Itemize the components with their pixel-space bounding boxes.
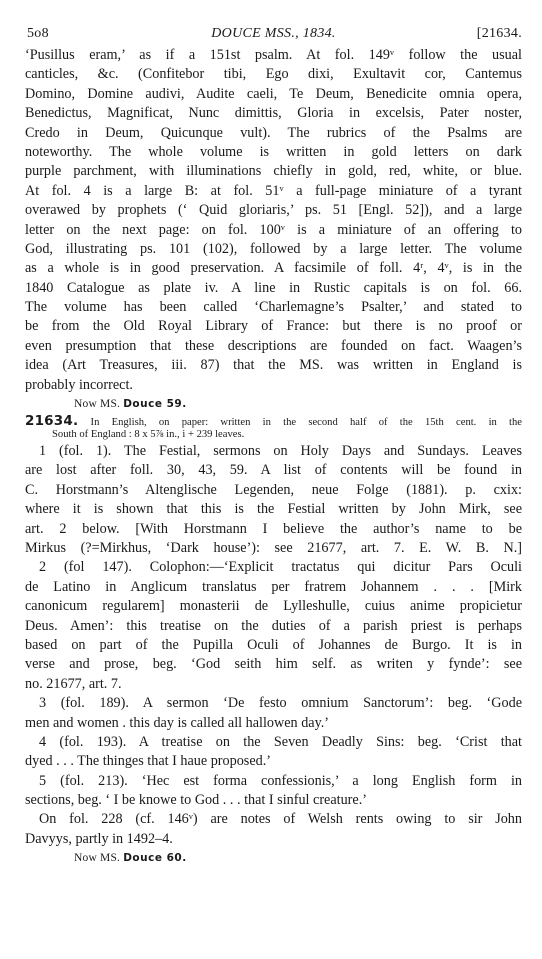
- shelfmark-name: Douce 59.: [123, 398, 187, 411]
- shelfmark-douce-60: [25, 849, 522, 867]
- text-line: overawed by prophets (‘ Quid gloriaris,’ ps. 51 [Engl. 52]), and a large: [25, 202, 522, 219]
- text-line: probably incorrect.: [25, 376, 133, 393]
- running-head: [25, 26, 522, 46]
- text-line: The volume has been called ‘Charlemagne’s Psalter,’ and stated to: [25, 299, 522, 316]
- item-3-sermon: [25, 694, 522, 733]
- text-line: no. 21677, art. 7.: [25, 675, 122, 692]
- text-line: canticles, &c. (Confitebor tibi, Ego dixi, Exultavit cor, Cantemus: [25, 66, 522, 83]
- text-line: ‘Pusillus eram,’ as if a 151st psalm. At fol. 149ᵛ follow the usual: [25, 47, 522, 63]
- entry-number: 21634.: [25, 415, 79, 429]
- shelfmark-prefix: Now MS.: [74, 852, 121, 865]
- text-line: 1840 Catalogue as plate iv. A line in Rustic capitals is on fol. 66.: [25, 279, 522, 296]
- text-line: letter on the next page: on fol. 100ᵛ is a miniature of an offering to: [25, 221, 522, 238]
- text-line: idea (Art Treasures, iii. 87) that the MS. was written in England is: [25, 357, 522, 374]
- text-line: C. Horstmann’s Altenglische Legenden, neue Folge (1881). p. cxix:: [25, 481, 522, 498]
- text-line: Domino, Domine audivi, Audite caeli, Te Deum, Benedicite omnia opera,: [25, 85, 522, 102]
- entry-heading-line: South of England : 8 x 5⅞ in., i + 239 leaves.: [52, 429, 245, 441]
- item-4-deadly-sins: [25, 733, 522, 772]
- text-line: 3 (fol. 189). A sermon ‘De festo omnium Sanctorum’: beg. ‘Gode: [39, 695, 522, 712]
- text-line: de Latino in Anglicum translatus per fratrem Johannem . . . [Mirk: [25, 578, 522, 595]
- text-line: On fol. 228 (cf. 146ᵛ) are notes of Welsh rents owing to sir John: [39, 811, 522, 828]
- text-line: based on part of the Pupilla Oculi of Johannes de Burgo. It is in: [25, 636, 522, 653]
- text-line: dyed . . . The thinges that I haue proposed.’: [25, 753, 271, 770]
- text-line: Deus. Amen’: this treatise on the duties of a parish priest is perhaps: [25, 617, 522, 634]
- text-line: canonicum regularem] monasterii de Lylleshulle, cuius anime propicietur: [25, 598, 522, 615]
- text-line: God, illustrating ps. 101 (102), followed by a large letter. The volume: [25, 240, 522, 257]
- item-welsh-rents: [25, 810, 522, 849]
- text-line: purple parchment, with illuminations chiefly in gold, red, white, or blue.: [25, 163, 522, 180]
- text-line: sections, beg. ‘ I be knowe to God . . . that I sinful creature.’: [25, 792, 367, 809]
- shelfmark-name: Douce 60.: [123, 852, 187, 865]
- text-line: be from the Old Royal Library of France: but there is no proof or: [25, 318, 522, 335]
- item-2-colophon: [25, 558, 522, 694]
- text-line: 4 (fol. 193). A treatise on the Seven Deadly Sins: beg. ‘Crist that: [39, 733, 522, 750]
- text-line: Credo in Deum, Quicunque vult). The rubrics of the Psalms are: [25, 124, 522, 141]
- document-page: [25, 26, 522, 867]
- running-title: DOUCE MSS., 1834.: [211, 26, 336, 41]
- text-line: are lost after foll. 30, 43, 59. A list of contents will be found in: [25, 462, 522, 479]
- entry-description: In English, on paper: written in the second half of the 15th cent. in the: [90, 417, 522, 429]
- item-5-confessionis: [25, 772, 522, 811]
- text-line: men and women . this day is called all hallowen day.’: [25, 714, 330, 731]
- page-number: 5o8: [27, 26, 49, 41]
- text-line: 1 (fol. 1). The Festial, sermons on Holy Days and Sundays. Leaves: [39, 443, 522, 460]
- text-line: as a whole is in good preservation. A facsimile of foll. 4ʳ, 4ᵛ, is in the: [25, 260, 522, 277]
- text-line: verse and prose, beg. ‘God seith him self. as writen y fynde’: see: [25, 656, 522, 673]
- shelfmark-douce-59: [25, 395, 522, 413]
- text-line: art. 2 below. [With Horstmann I believe the author’s name to be: [25, 520, 522, 537]
- item-1-festial: [25, 442, 522, 558]
- paragraph-psalter-description: [25, 46, 522, 395]
- shelfmark-prefix: Now MS.: [74, 398, 121, 411]
- text-line: 2 (fol 147). Colophon:—‘Explicit tractatus qui dicitur Pars Oculi: [39, 559, 522, 576]
- text-line: even presumption that these descriptions are founded on fact. Waagen’s: [25, 337, 522, 354]
- text-line: 5 (fol. 213). ‘Hec est forma confessionis,’ a long English form in: [39, 772, 522, 789]
- text-line: where it is shown that this is the Festial written by John Mirk, see: [25, 501, 522, 518]
- entry-heading-line: [25, 415, 522, 428]
- text-line: noteworthy. The whole volume is written in gold letters on dark: [25, 143, 522, 160]
- text-line: At fol. 4 is a large B: at fol. 51ᵛ a full-page miniature of a tyrant: [25, 182, 522, 199]
- entry-reference: [21634.: [476, 26, 522, 41]
- entry-heading-21634: [25, 415, 522, 442]
- text-line: Davyys, partly in 1492–4.: [25, 830, 173, 847]
- text-line: Mirkus (?=Mirkhus, ‘Dark house’): see 21677, art. 7. E. W. B. N.]: [25, 539, 522, 556]
- text-line: Benedictus, Magnificat, Nunc dimittis, Gloria in excelsis, Pater noster,: [25, 105, 522, 122]
